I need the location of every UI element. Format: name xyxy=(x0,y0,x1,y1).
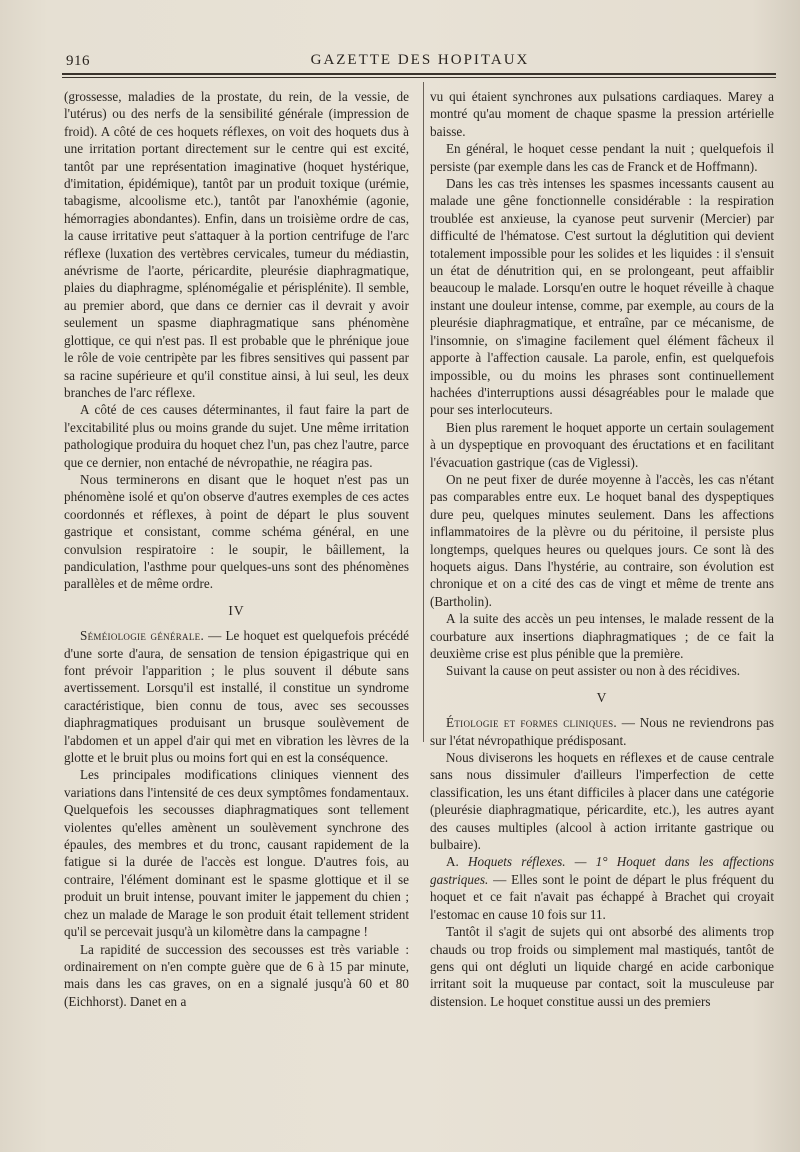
paragraph: Dans les cas très intenses les spasmes incessants causent au malade une gêne fonctionnelle considérable : la respiration troublée est anxieuse, la cyanose peut survenir (Mercier) par difficulté de l'hématose. C'est surtout la déglutition qui devient totalement impossible pour les solides et les liquides : il s'ensuit un état de dénutrition qui, en se prolongeant, peut affaiblir beaucoup le malade. Lorsqu'en outre le hoquet réveille à chaque instant une douleur intense, comme, par exemple, au cours de la pleurésie diaphragmatique, et entraîne, par ce mécanisme, de l'insomnie, on s'imagine facilement quel élément fâcheux il apporte à l'affection causale. La parole, enfin, est quelquefois impossible, ou du moins les phrases sont continuellement hachées d'interruptions aussi désagréables pour le malade que pour ses interlocuteurs. xyxy=(430,176,774,418)
paragraph-with-heading xyxy=(64,627,409,766)
paragraph: Suivant la cause on peut assister ou non à des récidives. xyxy=(446,663,741,679)
paragraph-text: — Le hoquet est quelquefois précédé d'une sorte d'aura, de sensation de tension épigastrique qui en font prévoir l'apparition ; le plus souvent il débute sans avertissement. Lorsqu'il est installé, il constitue un syndrome caractéristique, bien connu de tous, avec ses secousses diaphragmatiques produisant un brusque soulèvement de l'abdomen et un appel d'air qui met en vibration les lèvres de la glotte et le bruit plus ou moins fort qui en est la conséquence. xyxy=(64,628,409,766)
section-heading: Séméiologie générale. xyxy=(80,628,205,644)
paragraph: A la suite des accès un peu intenses, le malade ressent de la courbature aux insertions diaphragmatiques ; de ce fait la deuxième crise est plus pénible que la première. xyxy=(430,611,774,661)
subsection-heading: Hoquets réflexes. — 1° Hoquet dans les affections gastriques. xyxy=(430,854,774,887)
section-numeral: IV xyxy=(228,602,245,618)
paragraph: A côté de ces causes déterminantes, il faut faire la part de l'excitabilité plus ou moins grande du sujet. Une même irritation pathologique produira du hoquet chez l'un, pas chez l'autre, parce que ce dernier, non entaché de névropathie, ne réagira pas. xyxy=(64,402,409,470)
paragraph: (grossesse, maladies de la prostate, du rein, de la vessie, de l'utérus) ou des nerfs de la sensibilité générale (impression de froid). A côté de ces hoquets réflexes, on voit des hoquets dus à une irritation portant directement sur le centre qui est excité, tantôt par une représentation imaginative (hoquet hystérique, d'imitation, épidémique), tantôt par un produit toxique (urémie, tabagisme, alcoolisme etc.), tantôt par l'anoxhémie (agonie, hémorragies abondantes). Enfin, dans un troisième ordre de cas, la cause irritative peut s'attaquer à la portion centrifuge de l'arc réflexe (luxation des vertèbres cervicales, tumeur du médiastin, anévrisme de l'aorte, péricardite, pleurésie diaphragmatique, plaies du diaphragme, splénomégalie et périsplénite). Il semble, au premier abord, que dans ce dernier cas il devrait y avoir seulement un spasme diaphragmatique sans phénomène glottique, ce qui n'est pas. Il est probable que le phrénique joue le rôle de voie centripète par les fibres sensitives qui passent par sa racine supérieure et qu'il constitue ainsi, à lui seul, les deux branches de l'arc réflexe. xyxy=(64,89,409,400)
section-numeral: V xyxy=(596,689,608,705)
paragraph-with-heading xyxy=(430,714,774,749)
paragraph: La rapidité de succession des secousses est très variable : ordinairement on n'en compte guère que de 6 à 15 par minute, mais dans les cas graves, on en a signalé jusqu'à 60 et 80 (Eichhorst). Danet en a xyxy=(64,941,409,1009)
paragraph: Bien plus rarement le hoquet apporte un certain soulagement à un dyspeptique en provoquant des éructations et en facilitant l'évacuation gastrique (cas de Viglessi). xyxy=(430,419,774,470)
section-heading: Étiologie et formes cliniques. xyxy=(446,715,618,731)
page-number: 916 xyxy=(66,53,90,69)
header-rule-thick xyxy=(62,73,776,75)
running-title: GAZETTE DES HOPITAUX xyxy=(310,52,530,68)
paragraph: vu qui étaient synchrones aux pulsations cardiaques. Marey a montré qu'au moment de chaque spasme la pression artérielle baisse. xyxy=(430,89,774,139)
left-column xyxy=(64,88,409,1010)
paragraph: Tantôt il s'agit de sujets qui ont absorbé des aliments trop chauds ou trop froids ou simplement mal mastiqués, tantôt de gens qui ont dégluti un liquide chargé en acide carbonique irritant soit la muqueuse par contact, soit la musculeuse par distension. Le hoquet constitue aussi un des premiers xyxy=(430,924,774,1009)
right-column xyxy=(430,88,774,1010)
page-header xyxy=(60,49,780,73)
paragraph-text: — Nous ne reviendrons pas sur l'état névropathique prédisposant. xyxy=(430,715,775,748)
subsection-letter: A. xyxy=(446,854,469,870)
header-rule-thin xyxy=(62,77,776,78)
paragraph: En général, le hoquet cesse pendant la nuit ; quelquefois il persiste (par exemple dans les cas de Franck et de Hoffmann). xyxy=(430,141,774,174)
paragraph-with-subheading xyxy=(430,853,774,923)
column-divider xyxy=(423,82,424,742)
paragraph: Nous terminerons en disant que le hoquet n'est pas un phénomène isolé et qu'on observe d'autres exemples de ces actes coordonnés et réflexes, à point de départ le plus souvent gastrique et consistant, comme schéma général, en une convulsion respiratoire : le soupir, le bâillement, la pandiculation, l'asthme pour quelques-uns sont des phénomènes parallèles et de même ordre. xyxy=(64,471,409,592)
paragraph: Les principales modifications cliniques viennent des variations dans l'intensité de ces deux symptômes fondamentaux. Quelquefois les secousses diaphragmatiques sont tellement violentes qu'elles amènent un soulèvement synchrone des épaules, des membres et du tronc, causant rapidement de la fatigue si la durée de l'accès est longue. D'autres fois, au contraire, l'élément dominant est le spasme glottique et il se produit un bruit intense, pouvant imiter le jappement du chien ; chez un malade de Marage le son produit était tellement strident qu'il se percevait jusqu'à un kilomètre dans la campagne ! xyxy=(64,767,409,940)
paragraph-text: — Elles sont le point de départ le plus fréquent du hoquet et ce fait n'avait pas échappé à Brachet qui croyait l'estomac en cause 10 fois sur 11. xyxy=(430,871,774,922)
paragraph: On ne peut fixer de durée moyenne à l'accès, les cas n'étant pas comparables entre eux. Le hoquet banal des dyspeptiques dure peu, quelques minutes seulement. Dans les affections inflammatoires de la plèvre ou du péritoine, il persiste plus longtemps, quelques heures ou quelques jours. Ce sont là des hoquets aigus. Dans l'hystérie, au contraire, son évolution est chronique et on a cité des cas de vingt et même de trente ans (Bartholin). xyxy=(430,471,774,609)
paragraph: Nous diviserons les hoquets en réflexes et de cause centrale sans nous dissimuler d'ailleurs l'imperfection de cette classification, les uns étant difficiles à placer dans une catégorie (pleurésie diaphragmatique, péricardite, etc.), les autres ayant des causes multiples (alcool à action irritante gastrique ou bulbaire). xyxy=(430,750,774,853)
